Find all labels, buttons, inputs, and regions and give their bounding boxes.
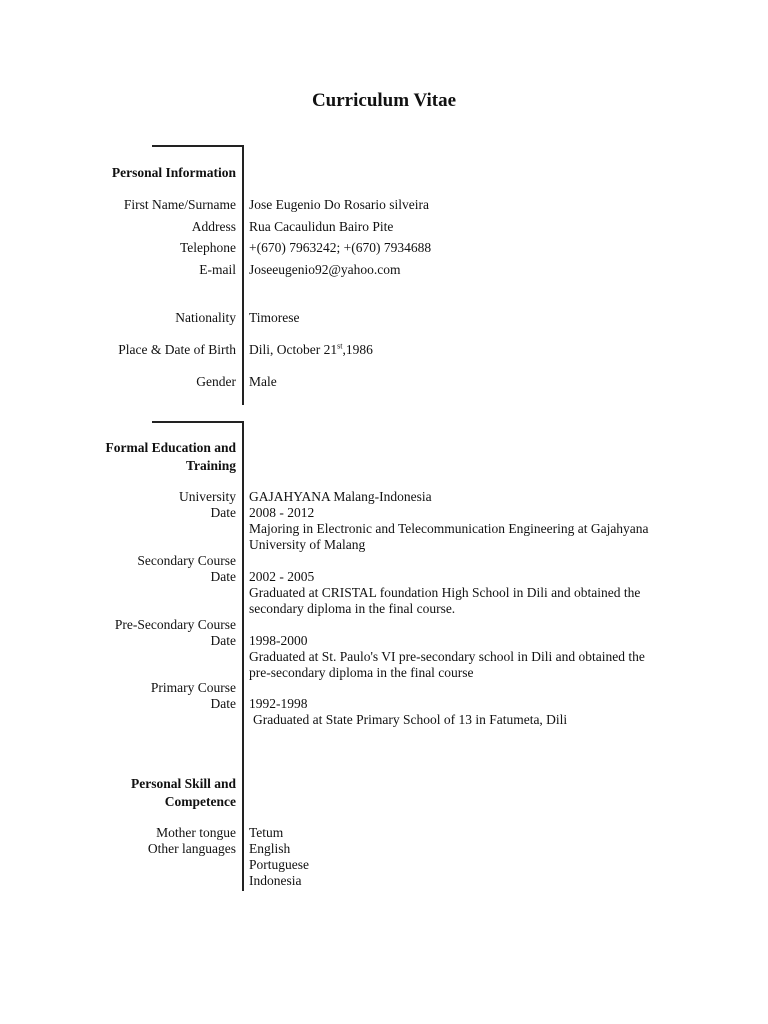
section-heading-education-line1: Formal Education and bbox=[105, 440, 236, 455]
primary-desc: Graduated at State Primary School of 13 in Fatumeta, Dili bbox=[253, 712, 568, 727]
birth-suffix: ,1986 bbox=[342, 342, 373, 357]
column-divider-personal bbox=[242, 145, 244, 405]
mother-tongue-label: Mother tongue bbox=[156, 825, 236, 840]
email-value: Joseeugenio92@yahoo.com bbox=[249, 262, 401, 277]
university-date-value: 2008 - 2012 bbox=[249, 505, 315, 520]
university-desc-line1: Majoring in Electronic and Telecommunication Engineering at Gajahyana bbox=[249, 521, 649, 536]
secondary-label: Secondary Course bbox=[137, 553, 236, 568]
nationality-label: Nationality bbox=[175, 310, 236, 325]
section-heading-education bbox=[105, 439, 236, 475]
section-heading-skills-line1: Personal Skill and bbox=[130, 776, 236, 791]
university-label: University bbox=[179, 489, 236, 504]
first-name-label: First Name/Surname bbox=[123, 197, 236, 212]
presecondary-desc-line2: pre-secondary diploma in the final course bbox=[249, 665, 474, 680]
presecondary-date-label: Date bbox=[210, 633, 236, 648]
secondary-date-label: Date bbox=[210, 569, 236, 584]
primary-label: Primary Course bbox=[150, 680, 236, 695]
section-rule-education bbox=[152, 421, 243, 423]
university-date-label: Date bbox=[210, 505, 236, 520]
nationality-value: Timorese bbox=[249, 310, 300, 325]
section-heading-skills-line2: Competence bbox=[164, 794, 236, 809]
section-heading-personal: Personal Information bbox=[111, 165, 236, 180]
presecondary-desc-line1: Graduated at St. Paulo's VI pre-secondary school in Dili and obtained the bbox=[249, 649, 645, 664]
university-desc-line2: University of Malang bbox=[249, 537, 366, 552]
address-label: Address bbox=[191, 219, 236, 234]
presecondary-label: Pre-Secondary Course bbox=[114, 617, 236, 632]
secondary-desc-line1: Graduated at CRISTAL foundation High School in Dili and obtained the bbox=[249, 585, 641, 600]
mother-tongue-value: Tetum bbox=[249, 825, 284, 840]
birth-value bbox=[249, 342, 373, 358]
telephone-label: Telephone bbox=[179, 240, 236, 255]
page-title: Curriculum Vitae bbox=[311, 90, 457, 111]
secondary-desc-line2: secondary diploma in the final course. bbox=[249, 601, 456, 616]
first-name-value: Jose Eugenio Do Rosario silveira bbox=[249, 197, 429, 212]
section-heading-skills bbox=[131, 775, 236, 811]
birth-ordinal: st bbox=[337, 341, 343, 351]
email-label: E-mail bbox=[199, 262, 236, 277]
language-item: Indonesia bbox=[249, 873, 302, 888]
column-divider-education bbox=[242, 421, 244, 891]
birth-label: Place & Date of Birth bbox=[118, 342, 236, 357]
address-value: Rua Cacaulidun Bairo Pite bbox=[249, 219, 394, 234]
university-value: GAJAHYANA Malang-Indonesia bbox=[249, 489, 432, 504]
birth-prefix: Dili, October 21 bbox=[249, 342, 338, 357]
primary-date-value: 1992-1998 bbox=[249, 696, 308, 711]
section-heading-education-line2: Training bbox=[185, 458, 236, 473]
presecondary-date-value: 1998-2000 bbox=[249, 633, 308, 648]
language-item: English bbox=[249, 841, 291, 856]
language-item: Portuguese bbox=[249, 857, 309, 872]
section-rule-personal bbox=[152, 145, 243, 147]
gender-value: Male bbox=[249, 374, 277, 389]
gender-label: Gender bbox=[196, 374, 236, 389]
other-languages-label: Other languages bbox=[147, 841, 236, 856]
secondary-date-value: 2002 - 2005 bbox=[249, 569, 315, 584]
primary-date-label: Date bbox=[210, 696, 236, 711]
telephone-value: +(670) 7963242; +(670) 7934688 bbox=[249, 240, 432, 255]
